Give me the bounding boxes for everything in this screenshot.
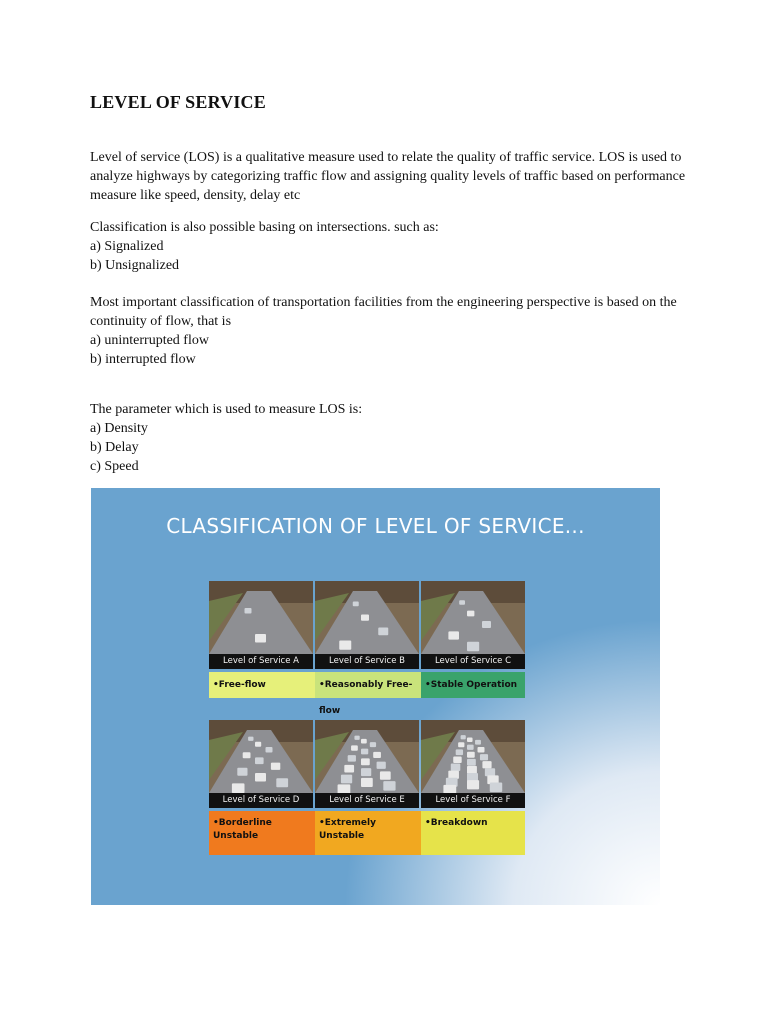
- los-description-text: •Free-flow: [213, 680, 266, 690]
- list-item: b) Delay: [90, 440, 139, 455]
- los-description: [315, 811, 421, 855]
- text-line: Most important classification of transportation facilities from the engineering perspective is based on the: [90, 295, 677, 310]
- text-line: Classification is also possible basing on intersections. such as:: [90, 220, 439, 235]
- paragraph-flow-classification: [90, 293, 690, 369]
- list-item: a) Density: [90, 421, 148, 436]
- los-label: Level of Service B: [315, 654, 419, 669]
- paragraph-los-parameters: [90, 400, 690, 476]
- los-photo-d: [209, 720, 313, 808]
- los-label: Level of Service A: [209, 654, 313, 669]
- text-line: analyze highways by categorizing traffic flow and assigning quality levels of traffic based on performance: [90, 169, 686, 184]
- los-photo-grid: [209, 581, 529, 861]
- text-line: Level of service (LOS) is a qualitative measure used to relate the quality of traffic service. LOS is used to: [90, 150, 682, 165]
- paragraph-intersections: [90, 218, 690, 275]
- los-description-text: •Borderline Unstable: [213, 818, 272, 841]
- los-description: [209, 811, 315, 855]
- list-item: c) Speed: [90, 459, 139, 474]
- los-label: Level of Service F: [421, 793, 525, 808]
- los-classification-figure: [91, 488, 660, 905]
- los-description: [421, 672, 525, 698]
- los-photo-b: [315, 581, 419, 669]
- page-heading: LEVEL OF SERVICE: [90, 92, 266, 112]
- text-line: measure like speed, density, delay etc: [90, 188, 301, 203]
- figure-title: CLASSIFICATION OF LEVEL OF SERVICE...: [166, 514, 585, 538]
- list-item: a) uninterrupted flow: [90, 333, 209, 348]
- los-photo-e: [315, 720, 419, 808]
- los-label: Level of Service C: [421, 654, 525, 669]
- los-label: Level of Service E: [315, 793, 419, 808]
- text-line: The parameter which is used to measure LOS is:: [90, 402, 363, 417]
- los-photo-c: [421, 581, 525, 669]
- list-item: b) Unsignalized: [90, 258, 180, 273]
- los-description-text: •Reasonably Free-flow: [319, 680, 413, 716]
- list-item: a) Signalized: [90, 239, 164, 254]
- los-description-text: •Extremely Unstable: [319, 818, 376, 841]
- los-description-text: •Stable Operation: [425, 680, 518, 690]
- list-item: b) interrupted flow: [90, 352, 196, 367]
- text-line: continuity of flow, that is: [90, 314, 232, 329]
- los-photo-a: [209, 581, 313, 669]
- los-description: [421, 811, 525, 855]
- los-description: [209, 672, 315, 698]
- los-description-text: •Breakdown: [425, 818, 488, 828]
- paragraph-los-definition: [90, 148, 690, 205]
- los-photo-f: [421, 720, 525, 808]
- los-label: Level of Service D: [209, 793, 313, 808]
- los-description: [315, 672, 421, 716]
